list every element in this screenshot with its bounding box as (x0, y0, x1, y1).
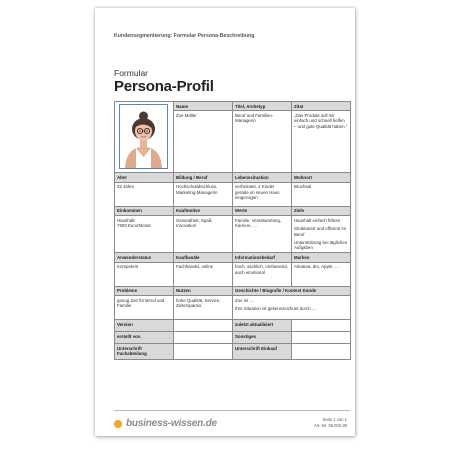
header-residence: Wohnort (292, 173, 351, 182)
signature-department-field[interactable] (174, 344, 233, 360)
header-problems: Probleme (115, 286, 174, 295)
header-education: Bildung / Beruf (174, 173, 233, 182)
header-channels: Kaufkanäle (174, 253, 233, 262)
page-number: Seite 1 von 1 (322, 417, 347, 422)
header-life-situation: Lebenssituation (233, 173, 292, 182)
life-line-2: gerade im neuen Haus eingezogen (235, 189, 280, 201)
document-page (95, 8, 355, 436)
page-info (314, 417, 347, 428)
page-title: Persona-Profil (114, 78, 214, 95)
label-last-updated: zuletzt aktualisiert (233, 320, 292, 332)
document-header: Kundensegmentierung: Formular Persona-Beschreibung (114, 33, 255, 39)
values-value: Familie, Verantwortung, Karriere, … (233, 216, 292, 253)
archetype-value: Beruf und Familien-Managerin (233, 111, 292, 173)
header-age: Alter (115, 173, 174, 182)
last-updated-field[interactable] (292, 320, 351, 332)
persona-photo-cell (115, 102, 174, 173)
signature-purchasing-field[interactable] (292, 344, 351, 360)
logo-text: business-wissen.de (126, 418, 217, 429)
motives-value: Gesundheit, Spaß, Innovation (174, 216, 233, 253)
goal-3: Unterstützung bei täglichen Aufgaben (294, 239, 348, 251)
woman-avatar-icon (120, 105, 167, 168)
label-signature-department: Unterschrift Fachabteilung (115, 344, 174, 360)
education-value: Hochschulabschluss, Marketing-Managerin (174, 182, 233, 206)
story-line-1: Zoe ist … (235, 297, 254, 303)
header-quote: Zitat (292, 102, 351, 111)
channels-value: Fachhandel, online (174, 262, 233, 286)
brands-value: Alnatura, dm, Apple, … (292, 262, 351, 286)
article-number: Art.-Nr. 06.002.39 (313, 422, 347, 428)
version-field[interactable] (174, 320, 233, 332)
story-line-2: Ihre Situation ist gekennzeichnet durch … (235, 305, 317, 311)
quote-value: „Das Produkt soll mir einfach und schnell helfen – und gute Qualität haben.“ (292, 111, 351, 173)
logo-dot-icon (114, 420, 122, 428)
form-label: Formular (114, 68, 149, 78)
life-situation-value (233, 182, 292, 206)
header-info-need: Informationsbedarf (233, 253, 292, 262)
goal-1: Haushalt einfach führen (294, 217, 341, 223)
created-by-field[interactable] (174, 332, 233, 344)
user-status-value: Kompetent (115, 262, 174, 286)
header-values: Werte (233, 206, 292, 215)
benefits-value: hohe Qualität, Service, Zeitersparnis (174, 296, 233, 320)
header-user-status: Anwenderstatus (115, 253, 174, 262)
life-line-1: verheiratet, 2 Kinder (235, 184, 275, 190)
goal-2: Strukturiert und effizient im Beruf (294, 226, 347, 237)
label-created-by: erstellt von (115, 332, 174, 344)
story-value (233, 296, 351, 320)
brand-logo[interactable] (114, 418, 217, 429)
goals-value (292, 216, 351, 253)
header-story: Geschichte / Biografie / Kontext Kunde (233, 286, 351, 295)
header-income: Einkommen (115, 206, 174, 215)
persona-table (114, 101, 351, 360)
age-value: 32 Jahre (115, 182, 174, 206)
misc-field[interactable] (292, 332, 351, 344)
residence-value: Bruchsal (292, 182, 351, 206)
label-version: Version (115, 320, 174, 332)
header-benefits: Nutzen (174, 286, 233, 295)
header-goals: Ziele (292, 206, 351, 215)
header-name: Name (174, 102, 233, 111)
income-value (115, 216, 174, 253)
persona-avatar (119, 104, 168, 169)
name-value: Zoe Müller (174, 111, 233, 173)
problems-value: genug Zeit für Beruf und Familie (115, 296, 174, 320)
income-line-2: 7500 Euro/Monat (117, 223, 151, 229)
header-motives: Kaufmotive (174, 206, 233, 215)
header-archetype: Titel, Archetyp (233, 102, 292, 111)
income-line-1: Haushalt: (117, 217, 136, 223)
label-signature-purchasing: Unterschrift Einkauf (233, 344, 292, 360)
label-misc: Sonstiges (233, 332, 292, 344)
footer-divider (114, 410, 350, 411)
info-need-value: hoch, sachlich, umfassend, auch emotional (233, 262, 292, 286)
header-brands: Marken (292, 253, 351, 262)
